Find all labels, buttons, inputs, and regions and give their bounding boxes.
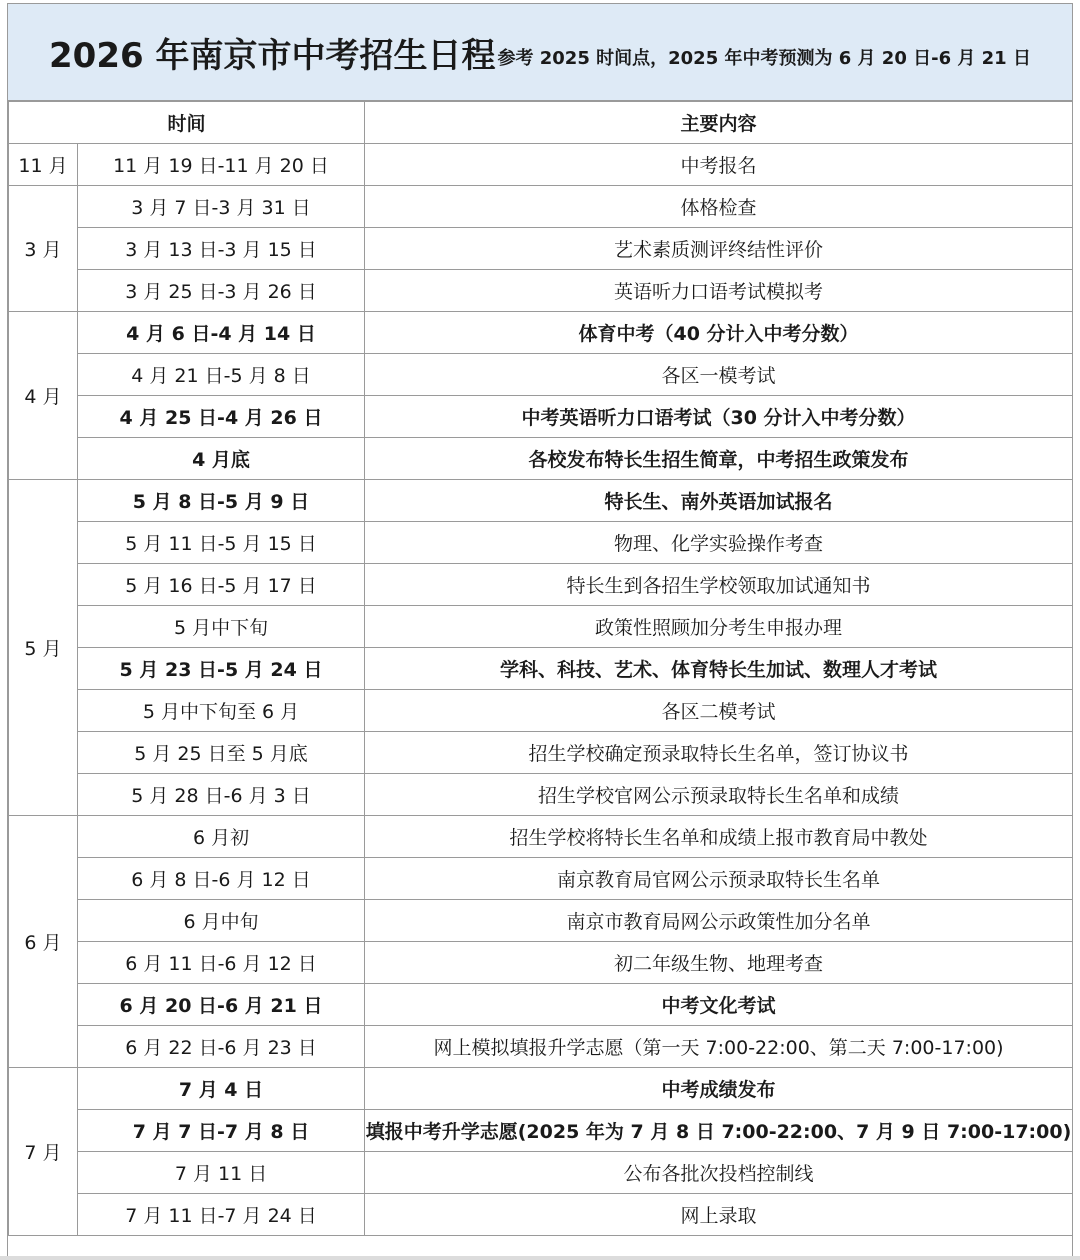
table-row: [9, 732, 1073, 774]
content-cell: 体格检查: [365, 186, 1073, 228]
content-cell: 物理、化学实验操作考查: [365, 522, 1073, 564]
content-cell: 招生学校官网公示预录取特长生名单和成绩: [365, 774, 1073, 816]
date-cell: 5 月 16 日-5 月 17 日: [78, 564, 365, 606]
content-cell: 各区二模考试: [365, 690, 1073, 732]
date-cell: 5 月 23 日-5 月 24 日: [78, 648, 365, 690]
content-cell: 中考成绩发布: [365, 1068, 1073, 1110]
date-cell: 5 月 25 日至 5 月底: [78, 732, 365, 774]
table-row: [9, 1110, 1073, 1152]
content-cell: 招生学校将特长生名单和成绩上报市教育局中教处: [365, 816, 1073, 858]
date-cell: 5 月中下旬至 6 月: [78, 690, 365, 732]
month-cell: 3 月: [9, 186, 78, 312]
content-cell: 中考英语听力口语考试（30 分计入中考分数）: [365, 396, 1073, 438]
table-row: [9, 312, 1073, 354]
schedule-body: [9, 144, 1073, 1236]
table-row: [9, 186, 1073, 228]
date-cell: 5 月中下旬: [78, 606, 365, 648]
content-cell: 网上录取: [365, 1194, 1073, 1236]
table-row: [9, 1152, 1073, 1194]
date-cell: 7 月 7 日-7 月 8 日: [78, 1110, 365, 1152]
content-cell: 学科、科技、艺术、体育特长生加试、数理人才考试: [365, 648, 1073, 690]
month-cell: 7 月: [9, 1068, 78, 1236]
content-cell: 特长生到各招生学校领取加试通知书: [365, 564, 1073, 606]
content-cell: 中考报名: [365, 144, 1073, 186]
bottom-edge: [0, 1256, 1080, 1260]
date-cell: 11 月 19 日-11 月 20 日: [78, 144, 365, 186]
table-row: [9, 984, 1073, 1026]
table-row: [9, 480, 1073, 522]
content-cell: 政策性照顾加分考生申报办理: [365, 606, 1073, 648]
content-cell: 南京市教育局网公示政策性加分名单: [365, 900, 1073, 942]
schedule-table: [8, 101, 1073, 1236]
table-row: [9, 396, 1073, 438]
table-row: [9, 690, 1073, 732]
date-cell: 5 月 28 日-6 月 3 日: [78, 774, 365, 816]
table-row: [9, 774, 1073, 816]
date-cell: 6 月 22 日-6 月 23 日: [78, 1026, 365, 1068]
column-header-time: 时间: [9, 102, 365, 144]
page-subtitle: 参考 2025 时间点，2025 年中考预测为 6 月 20 日-6 月 21 日: [497, 48, 1031, 69]
table-row: [9, 564, 1073, 606]
content-cell: 中考文化考试: [365, 984, 1073, 1026]
table-row: [9, 354, 1073, 396]
table-row: [9, 1068, 1073, 1110]
content-cell: 特长生、南外英语加试报名: [365, 480, 1073, 522]
table-row: [9, 270, 1073, 312]
content-cell: 各区一模考试: [365, 354, 1073, 396]
date-cell: 7 月 4 日: [78, 1068, 365, 1110]
table-row: [9, 1026, 1073, 1068]
table-row: [9, 858, 1073, 900]
month-cell: 11 月: [9, 144, 78, 186]
date-cell: 3 月 7 日-3 月 31 日: [78, 186, 365, 228]
table-row: [9, 816, 1073, 858]
date-cell: 5 月 8 日-5 月 9 日: [78, 480, 365, 522]
table-row: [9, 942, 1073, 984]
table-row: [9, 648, 1073, 690]
month-cell: 5 月: [9, 480, 78, 816]
table-row: [9, 522, 1073, 564]
content-cell: 艺术素质测评终结性评价: [365, 228, 1073, 270]
content-cell: 英语听力口语考试模拟考: [365, 270, 1073, 312]
date-cell: 4 月 21 日-5 月 8 日: [78, 354, 365, 396]
content-cell: 网上模拟填报升学志愿（第一天 7:00-22:00、第二天 7:00-17:00): [365, 1026, 1073, 1068]
content-cell: 招生学校确定预录取特长生名单，签订协议书: [365, 732, 1073, 774]
table-header-row: [9, 102, 1073, 144]
content-cell: 初二年级生物、地理考查: [365, 942, 1073, 984]
date-cell: 4 月 6 日-4 月 14 日: [78, 312, 365, 354]
content-cell: 体育中考（40 分计入中考分数）: [365, 312, 1073, 354]
date-cell: 6 月初: [78, 816, 365, 858]
date-cell: 4 月 25 日-4 月 26 日: [78, 396, 365, 438]
date-cell: 6 月中旬: [78, 900, 365, 942]
date-cell: 3 月 25 日-3 月 26 日: [78, 270, 365, 312]
date-cell: 7 月 11 日: [78, 1152, 365, 1194]
table-row: [9, 606, 1073, 648]
content-cell: 南京教育局官网公示预录取特长生名单: [365, 858, 1073, 900]
table-row: [9, 900, 1073, 942]
date-cell: 7 月 11 日-7 月 24 日: [78, 1194, 365, 1236]
title-banner: [8, 4, 1072, 101]
date-cell: 6 月 20 日-6 月 21 日: [78, 984, 365, 1026]
date-cell: 3 月 13 日-3 月 15 日: [78, 228, 365, 270]
table-row: [9, 228, 1073, 270]
content-cell: 各校发布特长生招生简章，中考招生政策发布: [365, 438, 1073, 480]
date-cell: 6 月 8 日-6 月 12 日: [78, 858, 365, 900]
month-cell: 4 月: [9, 312, 78, 480]
month-cell: 6 月: [9, 816, 78, 1068]
content-cell: 填报中考升学志愿(2025 年为 7 月 8 日 7:00-22:00、7 月 9 日 7:00-17:00): [365, 1110, 1073, 1152]
date-cell: 4 月底: [78, 438, 365, 480]
page-title: 2026 年南京市中考招生日程: [49, 35, 496, 76]
table-row: [9, 438, 1073, 480]
date-cell: 6 月 11 日-6 月 12 日: [78, 942, 365, 984]
table-row: [9, 1194, 1073, 1236]
table-row: [9, 144, 1073, 186]
column-header-content: 主要内容: [365, 102, 1073, 144]
date-cell: 5 月 11 日-5 月 15 日: [78, 522, 365, 564]
content-cell: 公布各批次投档控制线: [365, 1152, 1073, 1194]
